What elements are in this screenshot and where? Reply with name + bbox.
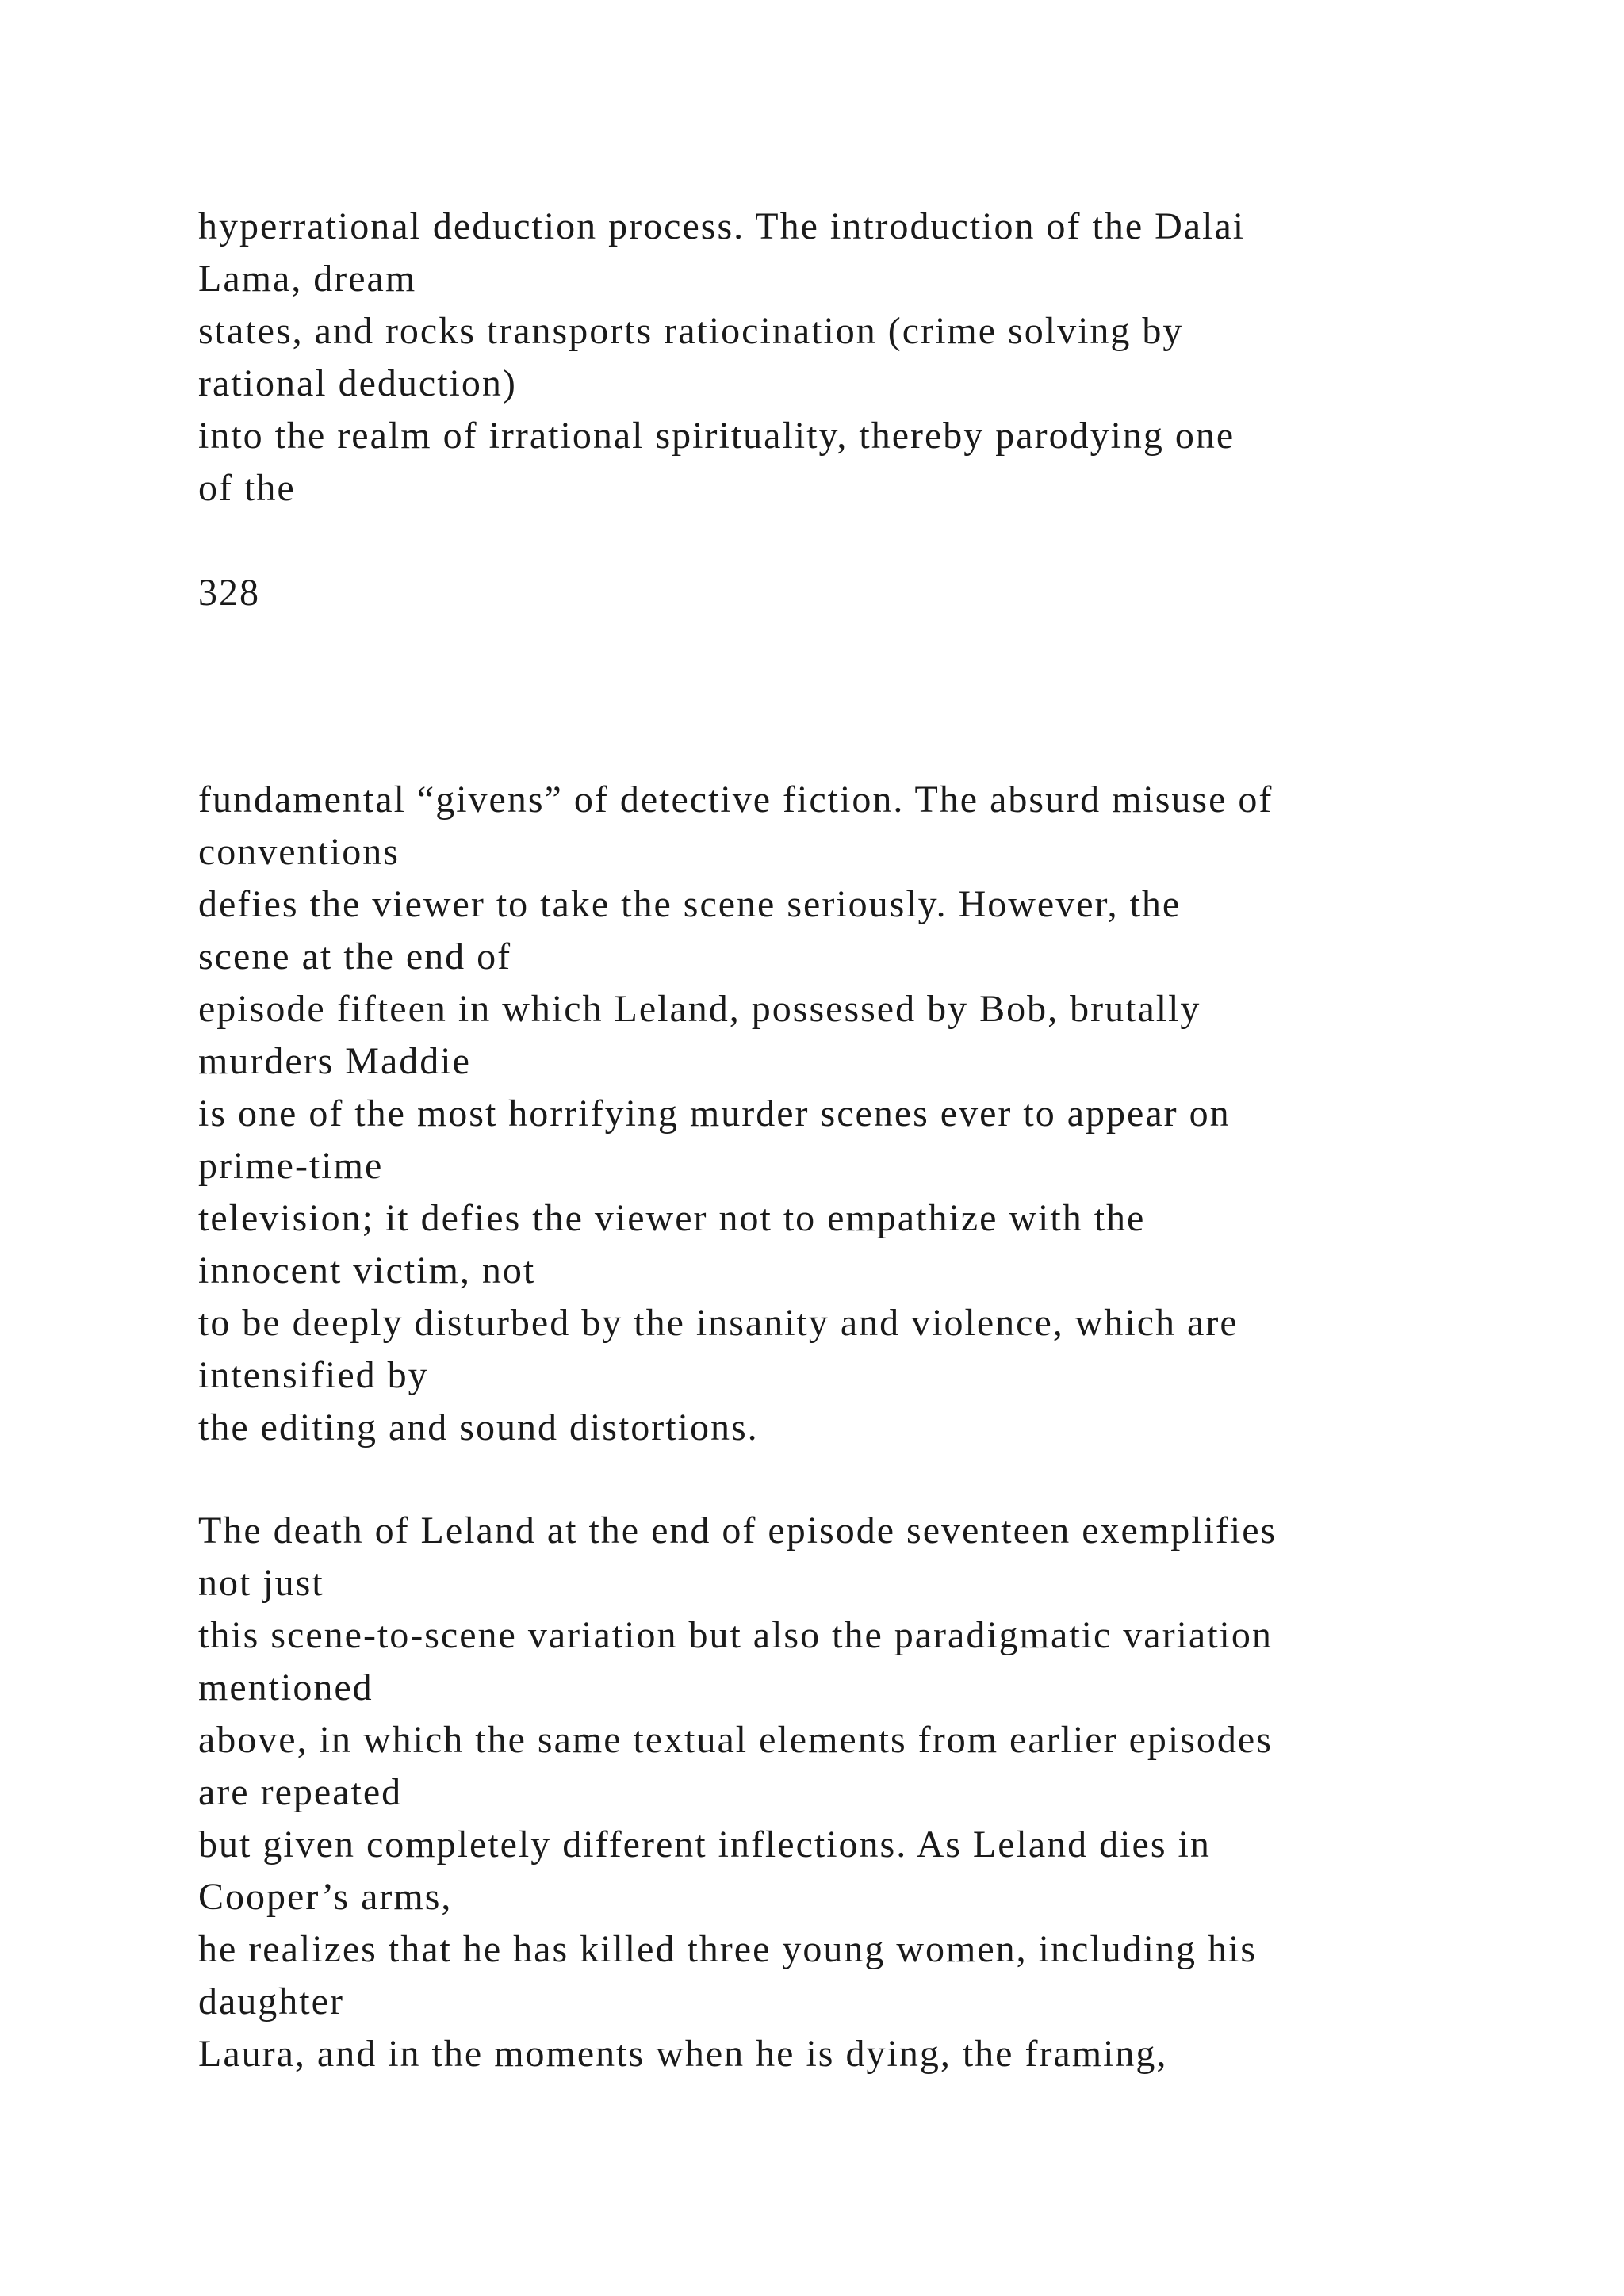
text-line: rational deduction) (198, 362, 517, 404)
text-line: are repeated (198, 1771, 403, 1813)
text-line: this scene-to-scene variation but also the paradigmatic variation (198, 1614, 1273, 1656)
text-line: hyperrational deduction process. The introduction of the Dalai (198, 205, 1246, 247)
text-line: he realizes that he has killed three young women, including his (198, 1928, 1257, 1970)
text-line: The death of Leland at the end of episode seventeen exemplifies (198, 1510, 1277, 1552)
text-line: intensified by (198, 1354, 429, 1396)
text-line: of the (198, 467, 296, 509)
text-line: scene at the end of (198, 936, 512, 978)
text-line: Cooper’s arms, (198, 1876, 453, 1918)
text-line: to be deeply disturbed by the insanity and violence, which are (198, 1302, 1239, 1344)
text-line: the editing and sound distortions. (198, 1406, 759, 1448)
text-line: innocent victim, not (198, 1249, 536, 1292)
text-line: not just (198, 1562, 324, 1604)
text-line: into the realm of irrational spirituality, thereby parodying one (198, 415, 1235, 457)
text-line: conventions (198, 831, 400, 873)
text-line: Laura, and in the moments when he is dying, the framing, (198, 2033, 1168, 2075)
text-line: television; it defies the viewer not to empathize with the (198, 1197, 1146, 1239)
text-line: above, in which the same textual elements from earlier episodes (198, 1719, 1273, 1761)
text-line: but given completely different inflections. As Leland dies in (198, 1823, 1211, 1866)
text-line: daughter (198, 1980, 344, 2022)
page-number: 328 (198, 572, 260, 614)
text-line: episode fifteen in which Leland, possessed by Bob, brutally (198, 988, 1201, 1030)
text-line: Lama, dream (198, 258, 417, 300)
text-line: defies the viewer to take the scene seriously. However, the (198, 883, 1182, 925)
text-line: mentioned (198, 1667, 373, 1709)
text-line: states, and rocks transports ratiocination (crime solving by (198, 310, 1184, 352)
text-line: fundamental “givens” of detective fiction. The absurd misuse of (198, 779, 1274, 821)
text-line: is one of the most horrifying murder scenes ever to appear on (198, 1093, 1231, 1135)
text-line: murders Maddie (198, 1040, 471, 1082)
text-line: prime-time (198, 1145, 384, 1187)
